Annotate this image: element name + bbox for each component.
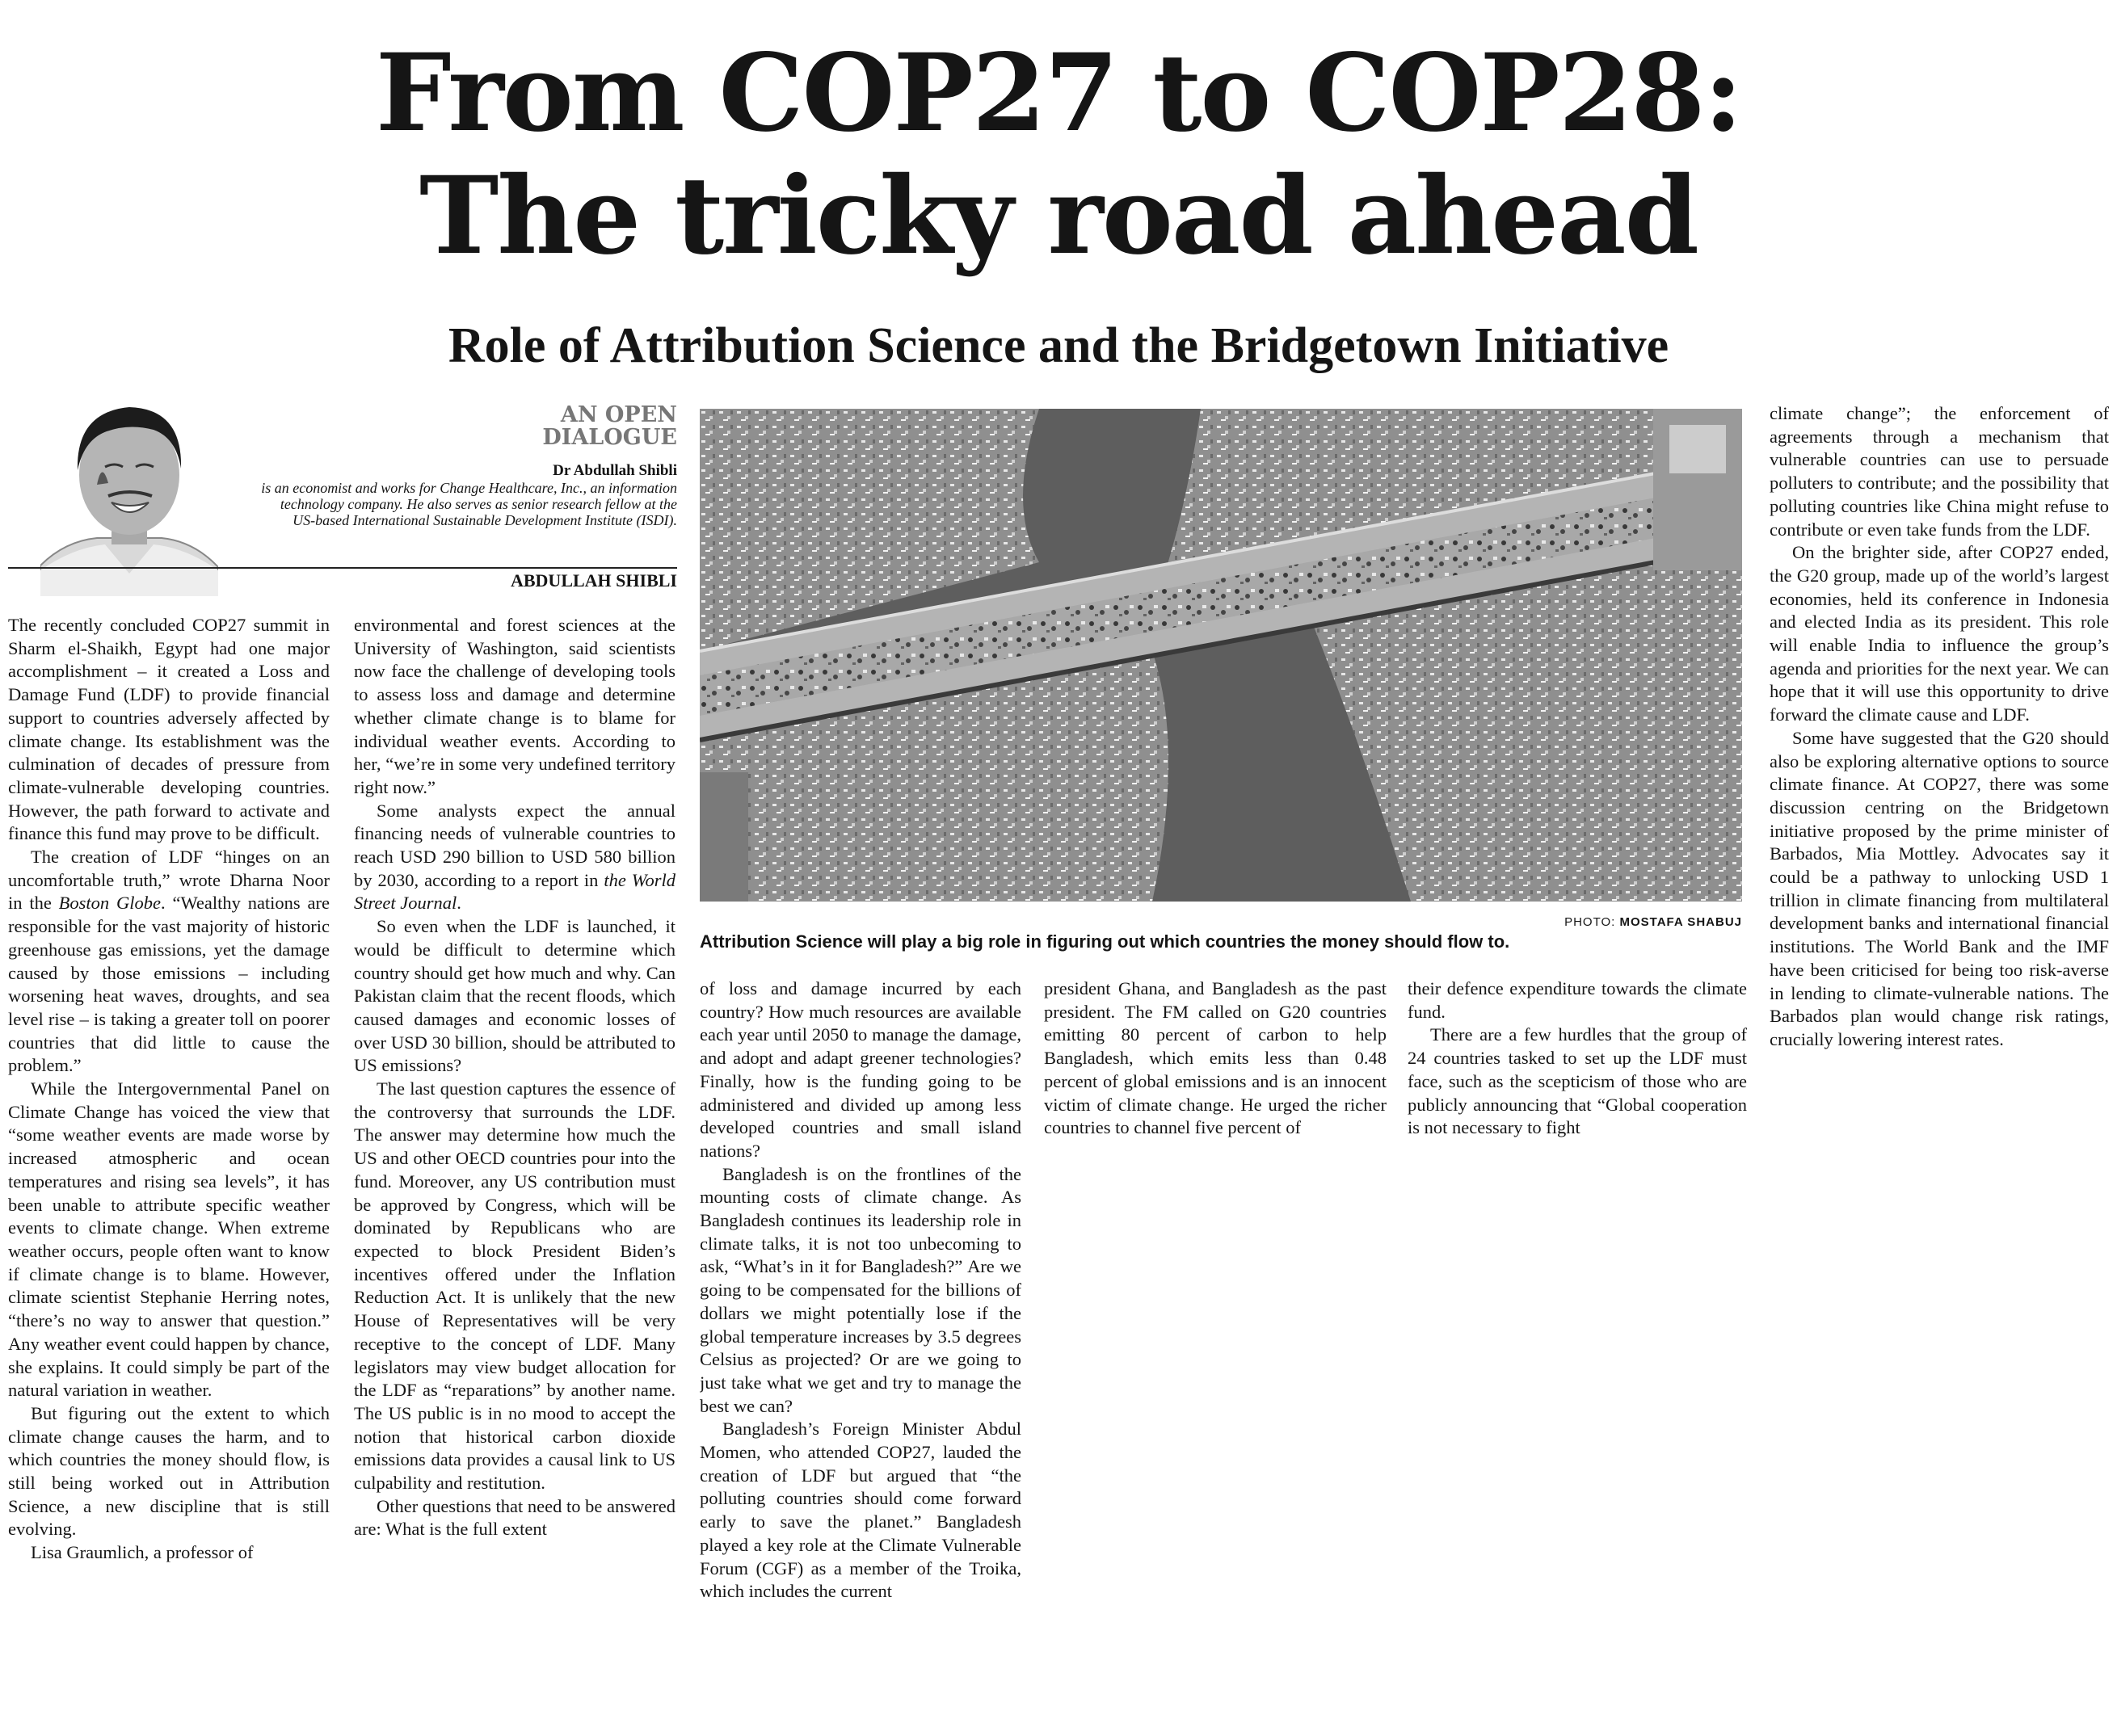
- paragraph: Lisa Graumlich, a professor of: [31, 1542, 254, 1563]
- paragraph: The last question captures the essence of the controversy that surrounds the LDF. The answer may determine how much the US and other OECD countries pour into the fund. Moreover, any US contribution must be approved by Congress, which will be dominated by Republicans who are expected to block President Biden’s incentives offered under the Inflation Reduction Act. It is unlikely that the new House of Representatives will be very receptive to the concept of LDF. Many legislators may view budget allocation for the LDF as “reparations” by another name. The US public is in no mood to accept the notion that historical carbon dioxide emissions data provides a causal link to US culpability and restitution.: [354, 1078, 676, 1494]
- paragraph: The recently concluded COP27 summit in Sharm el-Shaikh, Egypt had one major accomplishment – it created a Loss and Damage Fund (LDF) to provide financial support to countries adversely affected by climate change. Its establishment was the culmination of decades of pressure from climate-vulnerable developing countries. However, the path forward to activate and finance this fund may prove to be difficult.: [8, 615, 330, 844]
- author-name: Dr Abdullah Shibli: [553, 462, 677, 479]
- byline: ABDULLAH SHIBLI: [510, 570, 677, 591]
- paragraph: On the brighter side, after COP27 ended, the G20 group, made up of the world’s largest economies, held its conference in Indonesia and elected India as its president. This role will enable India to influence the group’s agenda and priorities for the next year. We can hope that it will use this opportunity to drive forward the climate cause and LDF.: [1770, 542, 2109, 725]
- kicker-line-1: AN OPEN: [560, 402, 677, 427]
- paragraph: Some have suggested that the G20 should also be exploring alternative options to source climate finance. At COP27, there was some discussion centring on the Bridgetown initiative proposed by the prime minister of Barbados, Mia Mottley. Advocates say it could be a pathway to unlocking USD 1 trillion in climate financing from multilateral development banks and international financial institutions. The World Bank and the IMF have been criticised for being too risk-averse in lending to climate-vulnerable nations. The Barbados plan would change risk ratings, crucially lowering interest rates.: [1770, 727, 2109, 1049]
- paragraph: The creation of LDF “hinges on an uncomfortable truth,” wrote Dharna Noor in the Boston Globe. “Wealthy nations are responsible for the vast majority of historic greenhouse gas emissions, yet the damage caused by those emissions – including worsening heat waves, droughts, and sea level rise – is taking a greater toll on poorer countries that did little to cause the problem.”: [8, 847, 330, 1076]
- author-box: [8, 380, 677, 596]
- article-column-2: [354, 614, 676, 1733]
- paragraph: Bangladesh is on the frontlines of the mounting costs of climate change. As Bangladesh continues its leadership role in climate talks, it is not too unbecoming to ask, “What’s in it for Bangladesh?” Are we going to be compensated for the billions of dollars we might potentially lose if the global temperature increases by 3.5 degrees Celsius as projected? Or are we going to just take what we get and try to manage the best we can?: [700, 1163, 1021, 1416]
- section-kicker: [542, 404, 677, 449]
- article-column-6: [1770, 402, 2109, 1299]
- paragraph: environmental and forest sciences at the University of Washington, said scientists now face the challenge of developing tools to assess loss and damage and determine whether climate change is to blame for individual weather events. According to her, “we’re in some very undefined territory right now.”: [354, 615, 676, 797]
- article-column-5: [1408, 977, 1747, 1187]
- paragraph: But figuring out the extent to which climate change causes the harm, and to which countries the money should flow, is still being worked out in Attribution Science, a new discipline that is still evolving.: [8, 1402, 330, 1540]
- headline-line-1: From COP27 to COP28:: [375, 31, 1742, 156]
- paragraph: of loss and damage incurred by each country? How much resources are available each year until 2050 to manage the damage, and adopt and adapt greener technologies? Finally, how is the funding going to be administered and divided up among less developed countries and small island nations?: [700, 978, 1021, 1161]
- article-column-1: [8, 614, 330, 1733]
- paragraph: climate change”; the enforcement of agreements through a mechanism that vulnerable countries can use to persuade polluters to contribute; and the possibility that polluting countries like China might refuse to contribute or even take funds from the LDF.: [1770, 403, 2109, 540]
- paragraph: Bangladesh’s Foreign Minister Abdul Momen, who attended COP27, lauded the creation of LDF but argued that “the polluting countries should come forward early to save the planet.” Bangladesh played a key role at the Climate Vulnerable Forum (CGF) as a member of the Troika, which includes the current: [700, 1419, 1021, 1602]
- headline: [0, 32, 2117, 278]
- kicker-line-2: DIALOGUE: [542, 425, 677, 450]
- photo-credit-label: PHOTO:: [1564, 915, 1616, 929]
- article-column-4: [1044, 977, 1387, 1187]
- photo-caption: Attribution Science will play a big role in figuring out which countries the money should flow to.: [700, 931, 1510, 952]
- photo-credit-name: MOSTAFA SHABUJ: [1619, 915, 1742, 929]
- paragraph: their defence expenditure towards the climate fund.: [1408, 978, 1747, 1022]
- paragraph: Other questions that need to be answered are: What is the full extent: [354, 1495, 676, 1540]
- aerial-photo: [700, 409, 1742, 902]
- author-bio: is an economist and works for Change Healthcare, Inc., an information technology company. He also serves as senior research fellow at the US-based International Sustainable Development Institute (ISDI).: [261, 480, 677, 528]
- article-column-3: [700, 977, 1021, 1733]
- paragraph: president Ghana, and Bangladesh as the past president. The FM called on G20 countries emitting 80 percent of carbon to help Bangladesh, which emits less than 0.48 percent of global emissions and is an innocent victim of climate change. He urged the richer countries to channel five percent of: [1044, 978, 1387, 1138]
- headline-line-2: The tricky road ahead: [419, 153, 1698, 279]
- byline-divider: [8, 567, 677, 569]
- paragraph: Some analysts expect the annual financing needs of vulnerable countries to reach USD 290 billion to USD 580 billion by 2030, according to a report in the World Street Journal.: [354, 800, 676, 914]
- photo-credit: [700, 915, 1742, 929]
- paragraph: While the Intergovernmental Panel on Climate Change has voiced the view that “some weather events are made worse by increased atmospheric and ocean temperatures and rising sea levels”, it has been unable to attribute specific weather events to climate change. When extreme weather occurs, people often want to know if climate change is to blame. However, climate scientist Stephanie Herring notes, “there’s no way to answer that question.” Any weather event could happen by chance, she explains. It could simply be part of the natural variation in weather.: [8, 1078, 330, 1401]
- author-portrait: [40, 380, 218, 596]
- paragraph: There are a few hurdles that the group of 24 countries tasked to set up the LDF must face, such as the scepticism of those who are publicly announcing that “Global cooperation is not necessary to fight: [1408, 1024, 1747, 1138]
- paragraph: So even when the LDF is launched, it would be difficult to determine which country should get how much and why. Can Pakistan claim that the recent floods, which caused damages and economic losses of over USD 30 billion, should be attributed to US emissions?: [354, 916, 676, 1076]
- subheadline: Role of Attribution Science and the Bridgetown Initiative: [448, 318, 1669, 373]
